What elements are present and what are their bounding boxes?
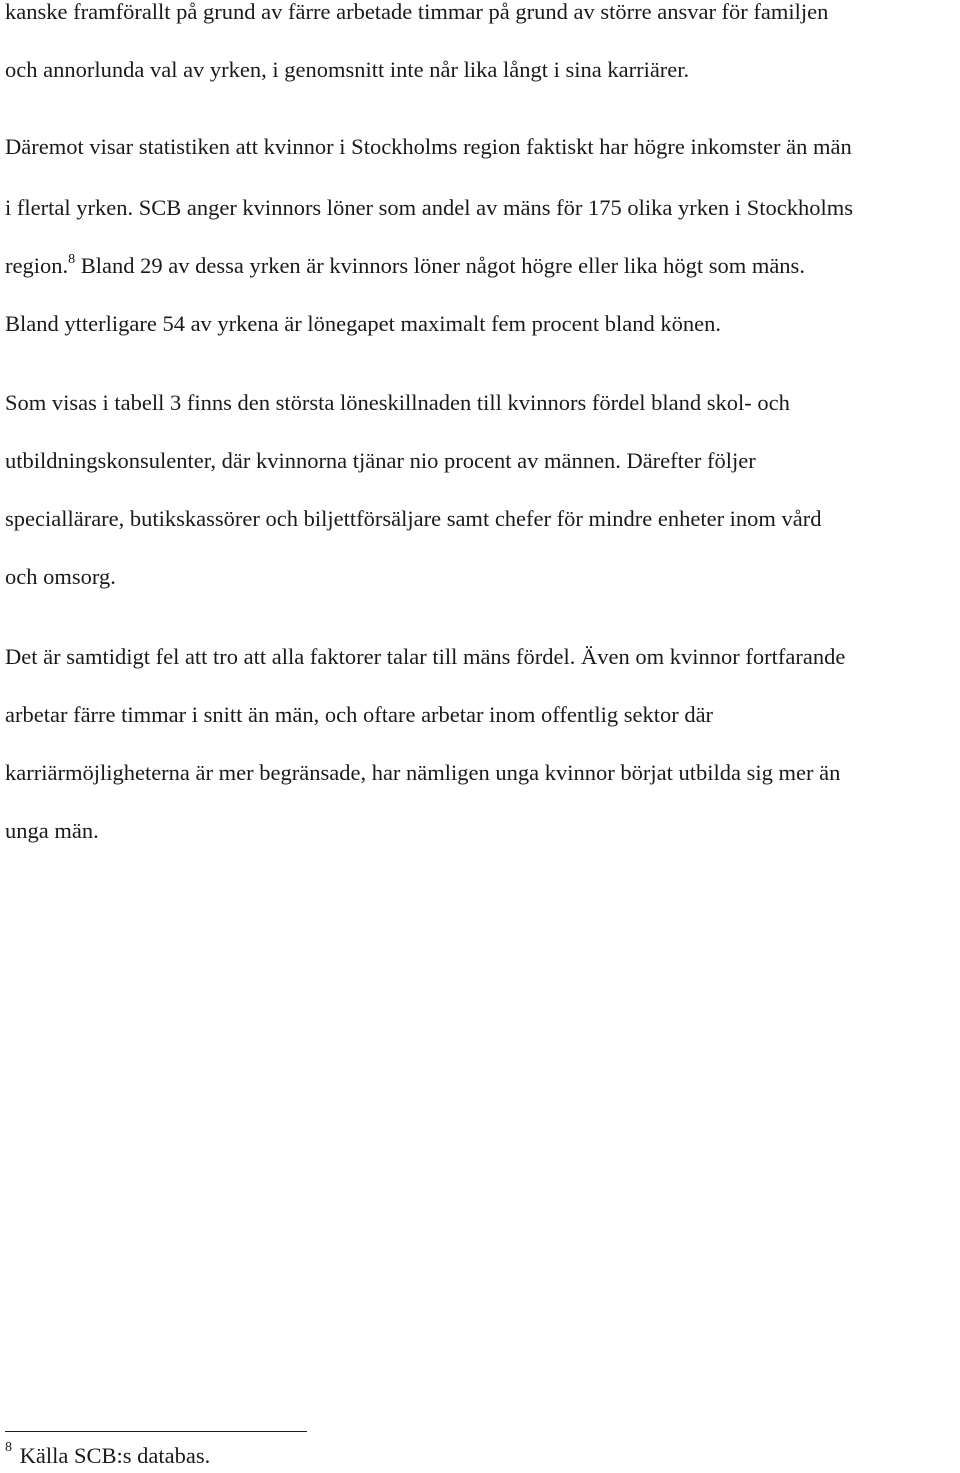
text-line: Som visas i tabell 3 finns den största löneskillnaden till kvinnors fördel bland skol- och (5, 390, 790, 415)
text-line: och omsorg. (5, 564, 116, 589)
footnote (5, 1440, 211, 1473)
text-line: Bland ytterligare 54 av yrkena är lönegapet maximalt fem procent bland könen. (5, 311, 721, 336)
text-line: speciallärare, butikskassörer och biljettförsäljare samt chefer för mindre enheter inom vård (5, 506, 822, 531)
footnote-separator (5, 1431, 307, 1432)
text-line: och annorlunda val av yrken, i genomsnitt inte når lika långt i sina karriärer. (5, 57, 690, 82)
text-line: arbetar färre timmar i snitt än män, och oftare arbetar inom offentlig sektor där (5, 702, 714, 727)
text-line: utbildningskonsulenter, där kvinnorna tjänar nio procent av männen. Därefter följer (5, 448, 756, 473)
text-line: unga män. (5, 818, 99, 843)
text-line: karriärmöjligheterna är mer begränsade, har nämligen unga kvinnor börjat utbilda sig mer än (5, 760, 841, 785)
text-line: Däremot visar statistiken att kvinnor i Stockholms region faktiskt har högre inkomster än män (5, 134, 852, 159)
text-segment: Bland 29 av dessa yrken är kvinnors löner något högre eller lika högt som mäns. (75, 253, 805, 278)
text-line-with-footnote (5, 252, 805, 284)
footnote-number: 8 (5, 1440, 12, 1455)
footnote-reference[interactable]: 8 (68, 252, 76, 267)
footnote-text: Källa SCB:s databas. (14, 1443, 211, 1468)
text-line: Det är samtidigt fel att tro att alla faktorer talar till mäns fördel. Även om kvinnor fortfarande (5, 644, 846, 669)
text-line: i flertal yrken. SCB anger kvinnors löner som andel av mäns för 175 olika yrken i Stockholms (5, 195, 853, 220)
text-line: kanske framförallt på grund av färre arbetade timmar på grund av större ansvar för familjen (5, 0, 829, 24)
text-segment: region. (5, 253, 69, 278)
